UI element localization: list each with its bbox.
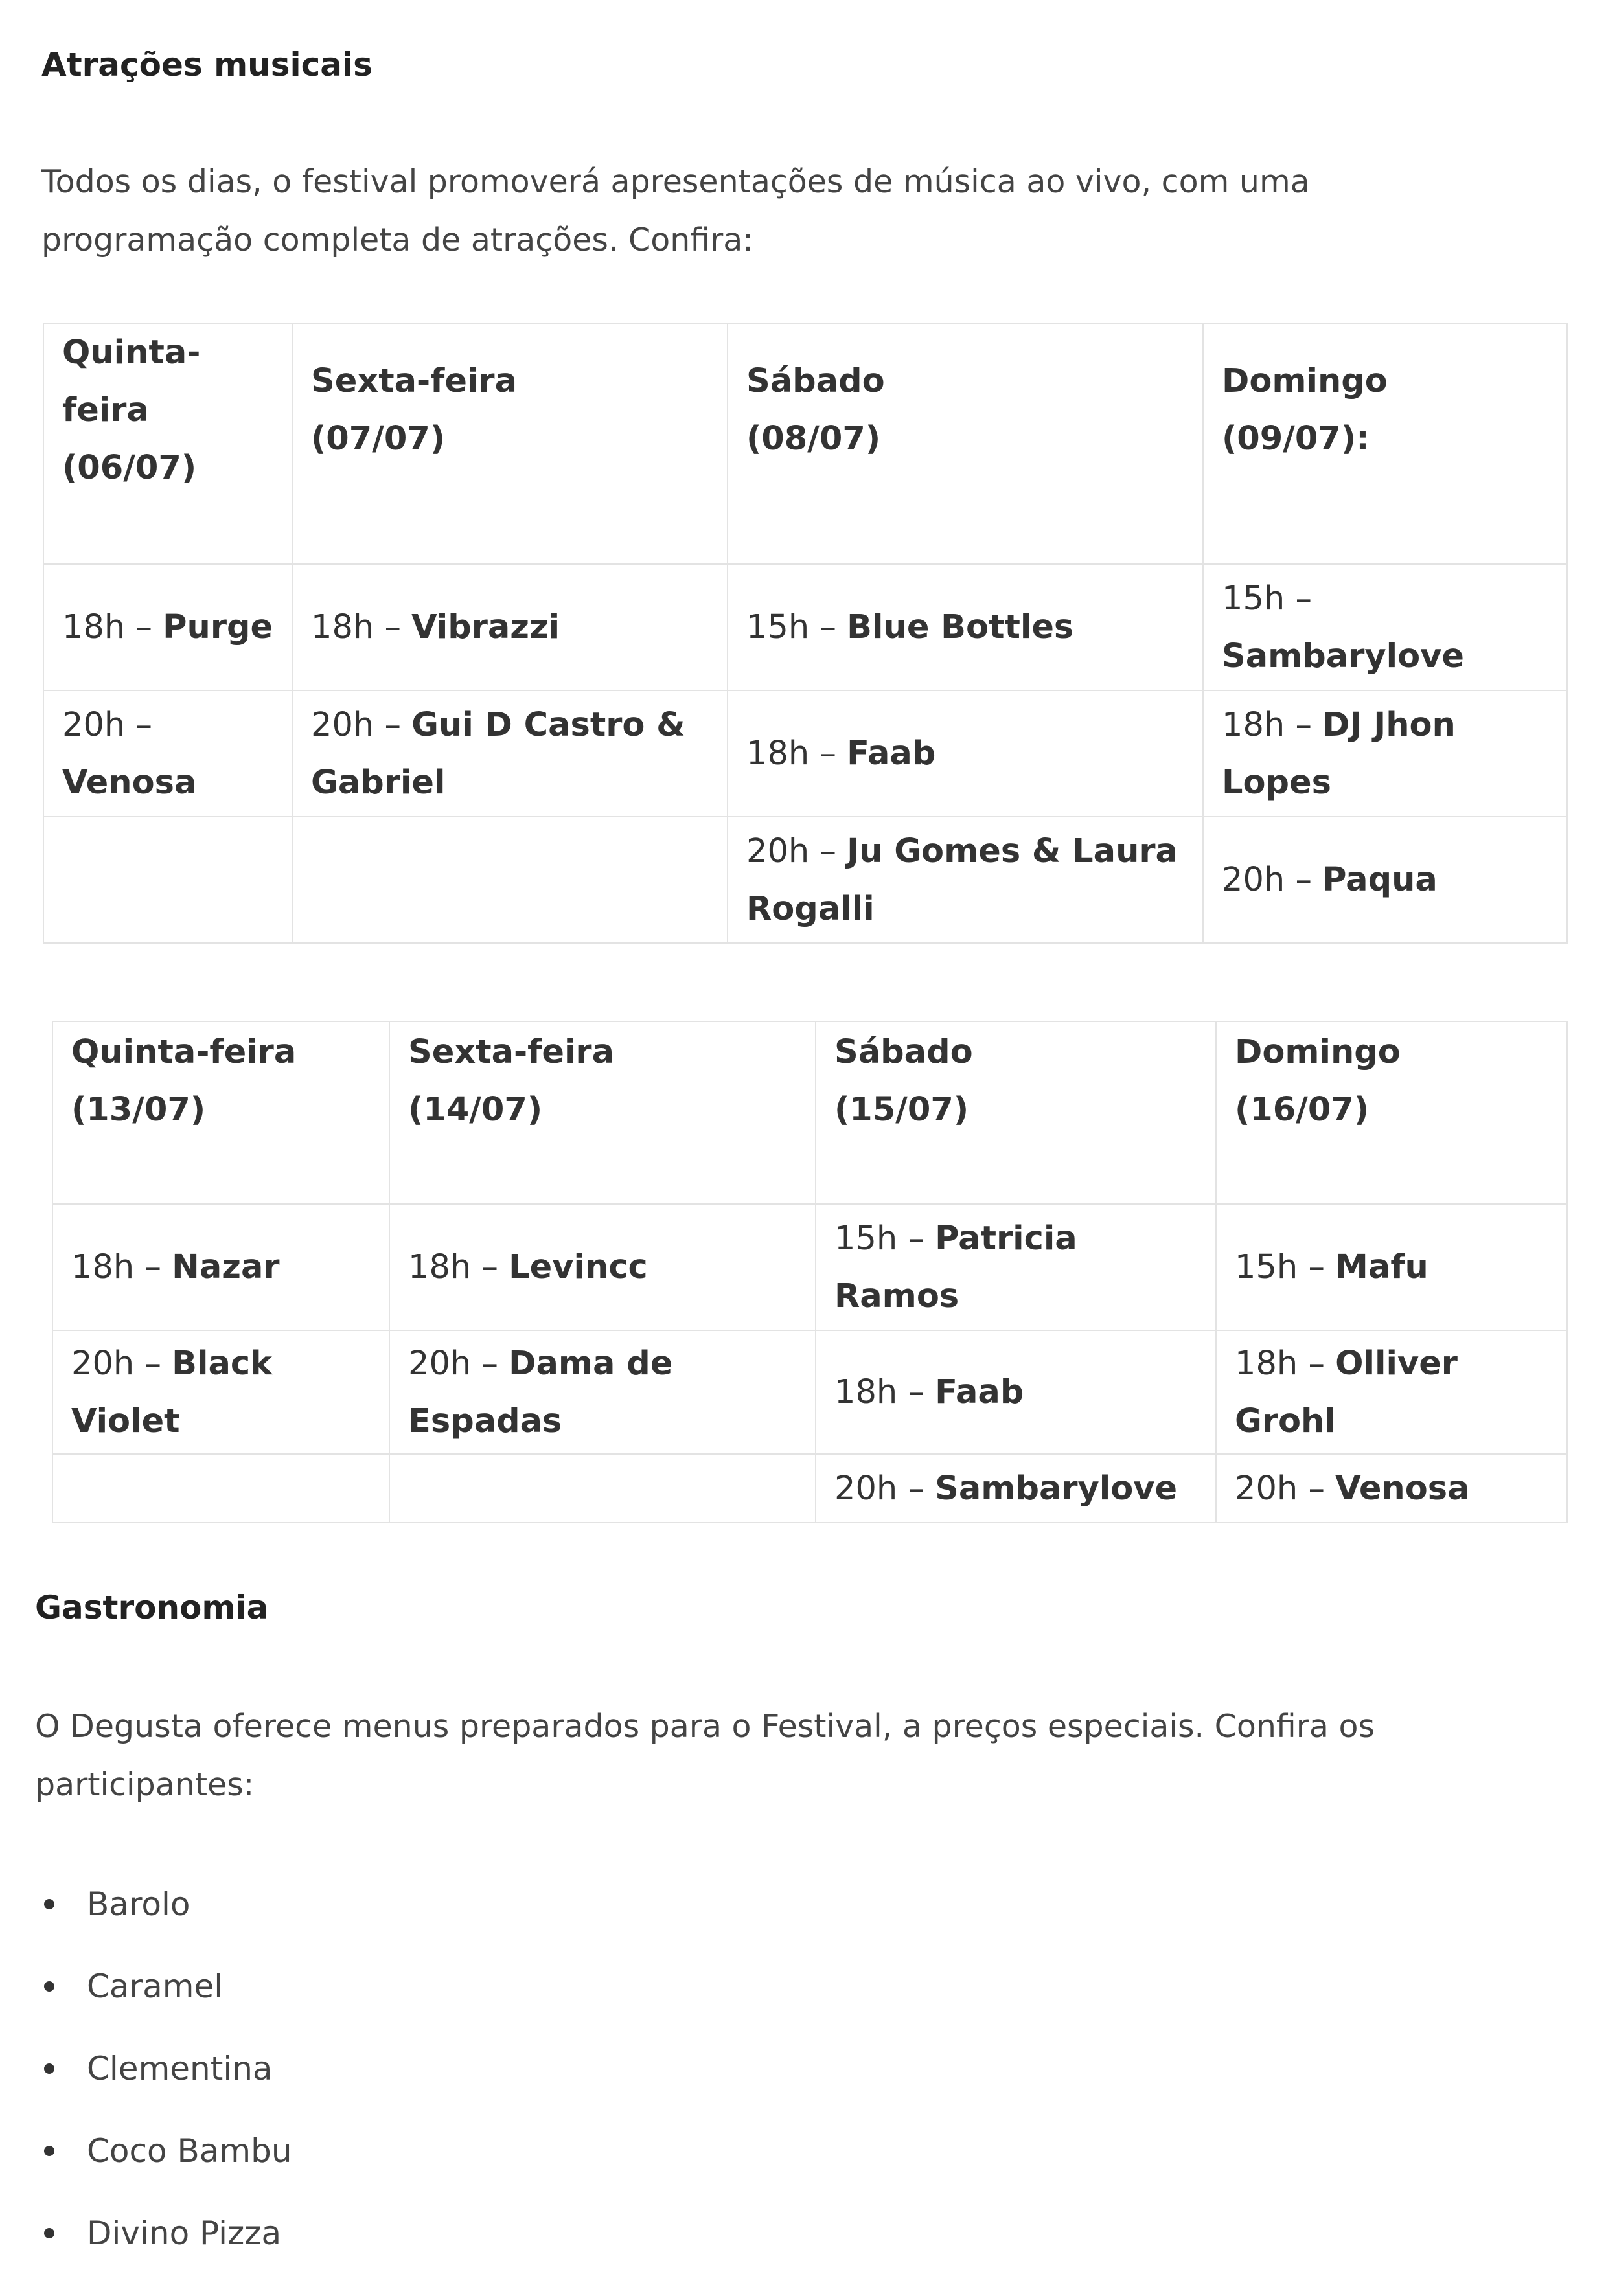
slot-separator: –: [1308, 1469, 1325, 1508]
day-header: [728, 323, 1203, 564]
slot-separator: –: [481, 1344, 498, 1383]
list-item: [38, 2214, 292, 2296]
schedule-cell-empty: [292, 817, 728, 943]
slot-time: 18h: [62, 608, 126, 646]
slot-artist: Purge: [163, 608, 273, 646]
slot-separator: –: [820, 734, 836, 773]
slot-artist: Patricia Ramos: [834, 1219, 1077, 1315]
schedule-cell: [816, 1330, 1216, 1454]
schedule-cell: [816, 1454, 1216, 1523]
slot-time: 18h: [311, 608, 374, 646]
schedule-cell: [389, 1204, 816, 1330]
schedule-cell-empty: [43, 817, 292, 943]
slot-separator: –: [384, 705, 401, 744]
day-header-label: Sábado (08/07): [746, 362, 885, 458]
slot-separator: –: [908, 1373, 924, 1411]
schedule-cell: [1216, 1204, 1567, 1330]
slot-separator: –: [135, 608, 152, 646]
slot-artist: Dama de Espadas: [408, 1344, 673, 1440]
slot-time: 18h: [408, 1248, 472, 1286]
slot-time: 15h: [746, 608, 810, 646]
schedule-cell: [43, 564, 292, 690]
restaurant-name: Divino Pizza: [87, 2214, 282, 2252]
music-intro-text: Todos os dias, o festival promoverá apresentações de música ao vivo, com uma programação completa de atrações. Confira:: [41, 163, 1310, 258]
day-header-label: Domingo (16/07): [1235, 1033, 1401, 1129]
day-header-label: Quinta-feira (06/07): [62, 334, 201, 487]
day-header: [816, 1021, 1216, 1204]
slot-artist: Black Violet: [71, 1344, 273, 1440]
slot-time: 20h: [408, 1344, 472, 1383]
day-header: [43, 323, 292, 564]
schedule-cell: [292, 690, 728, 817]
schedule-cell: [43, 690, 292, 817]
slot-separator: –: [1295, 861, 1312, 899]
slot-artist: Vibrazzi: [411, 608, 560, 646]
slot-time: 15h: [1222, 579, 1285, 618]
slot-time: 20h: [746, 832, 810, 870]
schedule-cell: [1203, 564, 1567, 690]
day-header-label: Sexta-feira (07/07): [311, 362, 518, 458]
list-item: [38, 1967, 292, 2049]
slot-separator: –: [144, 1248, 161, 1286]
slot-time: 20h: [71, 1344, 135, 1383]
slot-artist: Paqua: [1322, 861, 1438, 899]
slot-artist: Ju Gomes & Laura Rogalli: [746, 832, 1178, 928]
restaurant-name: Barolo: [87, 1885, 190, 1923]
slot-time: 20h: [62, 705, 126, 744]
schedule-table-week-1: [43, 323, 1568, 944]
slot-artist: Blue Bottles: [847, 608, 1074, 646]
slot-artist: Sambarylove: [935, 1469, 1178, 1508]
food-intro-text: O Degusta oferece menus preparados para o Festival, a preços especiais. Confira os participantes:: [35, 1708, 1375, 1803]
slot-artist: Faab: [935, 1373, 1024, 1411]
schedule-cell: [52, 1204, 389, 1330]
schedule-cell: [816, 1204, 1216, 1330]
day-header: [1216, 1021, 1567, 1204]
slot-artist: Sambarylove: [1222, 637, 1464, 676]
schedule-cell: [1216, 1330, 1567, 1454]
music-section-title: Atrações musicais: [41, 46, 373, 84]
slot-separator: –: [908, 1219, 924, 1258]
slot-separator: –: [1308, 1344, 1325, 1383]
day-header: [389, 1021, 816, 1204]
list-item: [38, 2131, 292, 2214]
slot-time: 18h: [71, 1248, 135, 1286]
schedule-table-week-2: [52, 1021, 1568, 1523]
day-header: [292, 323, 728, 564]
slot-time: 20h: [834, 1469, 898, 1508]
slot-time: 15h: [1235, 1248, 1298, 1286]
schedule-cell: [728, 817, 1203, 943]
slot-separator: –: [135, 705, 152, 744]
slot-artist: Gui D Castro & Gabriel: [311, 705, 685, 802]
slot-time: 18h: [746, 734, 810, 773]
schedule-cell-empty: [389, 1454, 816, 1523]
restaurant-name: Clementina: [87, 2050, 273, 2087]
slot-separator: –: [384, 608, 401, 646]
slot-separator: –: [144, 1344, 161, 1383]
slot-artist: Olliver Grohl: [1235, 1344, 1458, 1440]
slot-separator: –: [481, 1248, 498, 1286]
slot-artist: Venosa: [1335, 1469, 1470, 1508]
day-header: [1203, 323, 1567, 564]
schedule-cell: [52, 1330, 389, 1454]
schedule-cell: [1216, 1454, 1567, 1523]
day-header-label: Sexta-feira (14/07): [408, 1033, 615, 1129]
slot-artist: Levincc: [509, 1248, 648, 1286]
slot-artist: Venosa: [62, 763, 197, 802]
slot-time: 18h: [834, 1373, 898, 1411]
slot-artist: DJ Jhon Lopes: [1222, 705, 1456, 802]
slot-time: 20h: [1222, 861, 1285, 899]
slot-separator: –: [820, 832, 836, 870]
day-header-label: Quinta-feira (13/07): [71, 1033, 297, 1129]
restaurant-name: Caramel: [87, 1968, 224, 2005]
day-header-label: Sábado (15/07): [834, 1033, 973, 1129]
slot-time: 20h: [311, 705, 374, 744]
schedule-cell-empty: [52, 1454, 389, 1523]
schedule-cell: [1203, 817, 1567, 943]
restaurant-list: [38, 1885, 292, 2296]
slot-separator: –: [1295, 705, 1312, 744]
slot-artist: Faab: [847, 734, 936, 773]
schedule-cell: [728, 690, 1203, 817]
slot-time: 18h: [1222, 705, 1285, 744]
list-item: [38, 1885, 292, 1967]
day-header-label: Domingo (09/07):: [1222, 362, 1388, 458]
slot-separator: –: [1308, 1248, 1325, 1286]
list-item: [38, 2049, 292, 2131]
slot-time: 20h: [1235, 1469, 1298, 1508]
schedule-cell: [292, 564, 728, 690]
slot-separator: –: [1295, 579, 1312, 618]
slot-separator: –: [820, 608, 836, 646]
slot-time: 15h: [834, 1219, 898, 1258]
slot-artist: Nazar: [172, 1248, 280, 1286]
food-section-title: Gastronomia: [35, 1589, 269, 1626]
day-header: [52, 1021, 389, 1204]
schedule-cell: [728, 564, 1203, 690]
slot-artist: Mafu: [1335, 1248, 1428, 1286]
slot-time: 18h: [1235, 1344, 1298, 1383]
restaurant-name: Coco Bambu: [87, 2132, 292, 2170]
slot-separator: –: [908, 1469, 924, 1508]
schedule-cell: [389, 1330, 816, 1454]
schedule-cell: [1203, 690, 1567, 817]
